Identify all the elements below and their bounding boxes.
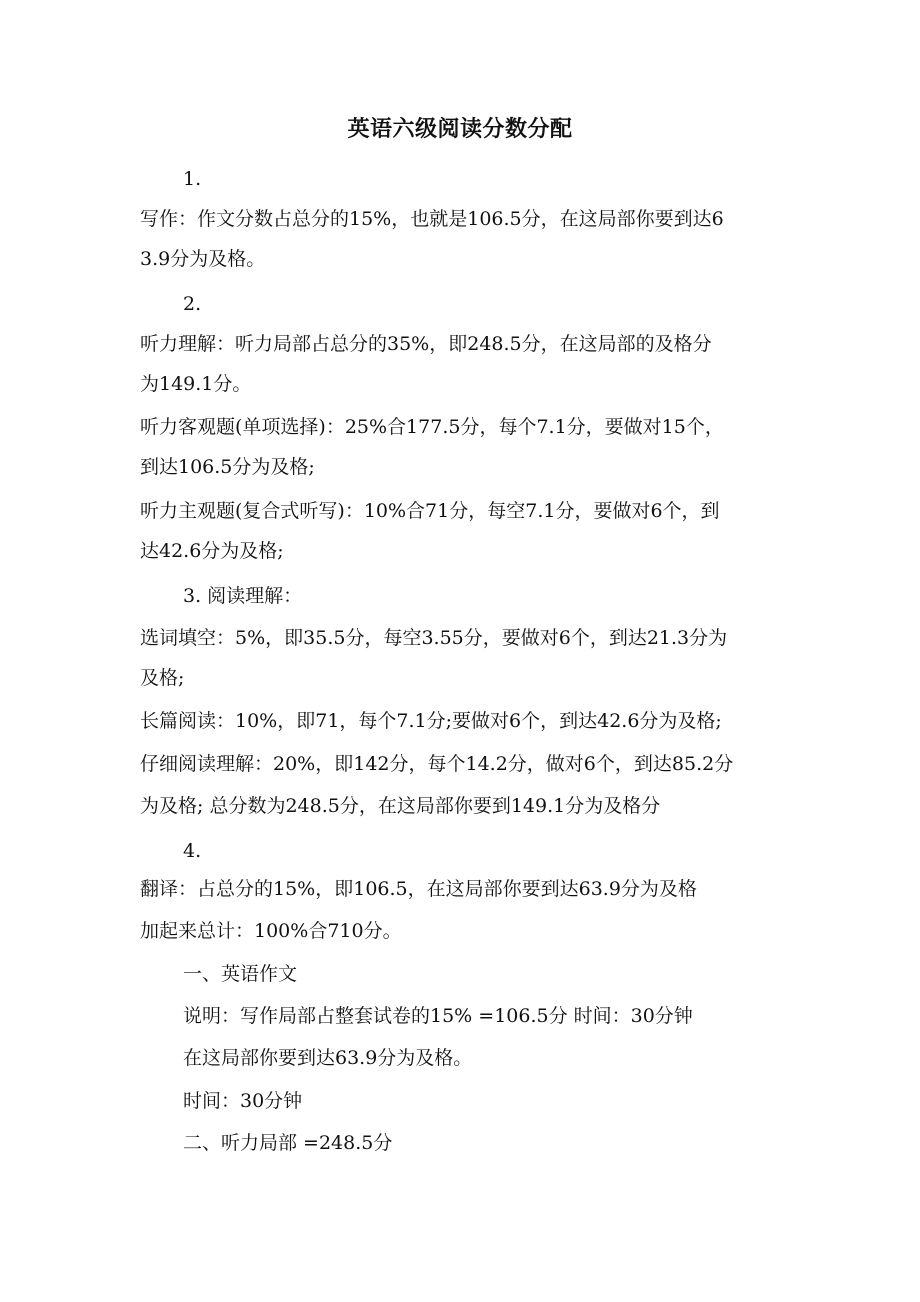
subsection-heading: 二、听力局部 =248.5分 — [183, 1132, 393, 1154]
document-title: 英语六级阅读分数分配 — [347, 116, 573, 142]
section-number-2: 2. — [183, 293, 202, 315]
section-heading-3: 3. 阅读理解： — [183, 585, 303, 607]
section-number-1: 1. — [183, 168, 202, 190]
subsection-heading: 一、英语作文 — [183, 963, 298, 985]
paragraph-line: 达42.6分为及格; — [140, 540, 284, 562]
paragraph-line: 听力主观题(复合式听写)：10%合71分，每空7.1分，要做对6个，到 — [140, 500, 720, 522]
paragraph-line: 为149.1分。 — [140, 373, 252, 395]
paragraph-line: 翻译：占总分的15%，即106.5，在这局部你要到达63.9分为及格 — [140, 878, 697, 900]
paragraph-line: 听力理解：听力局部占总分的35%，即248.5分，在这局部的及格分 — [140, 333, 712, 355]
section-number-4: 4. — [183, 840, 202, 862]
paragraph-line: 时间：30分钟 — [183, 1090, 303, 1112]
paragraph-line: 为及格; 总分数为248.5分，在这局部你要到149.1分为及格分 — [140, 795, 661, 817]
paragraph-line: 长篇阅读：10%，即71，每个7.1分;要做对6个，到达42.6分为及格; — [140, 710, 722, 732]
paragraph-line: 写作：作文分数占总分的15%，也就是106.5分，在这局部你要到达6 — [140, 208, 724, 230]
paragraph-line: 在这局部你要到达63.9分为及格。 — [183, 1047, 473, 1069]
paragraph-line: 到达106.5分为及格; — [140, 456, 315, 478]
paragraph-line: 3.9分为及格。 — [140, 248, 266, 270]
paragraph-line: 仔细阅读理解：20%，即142分，每个14.2分，做对6个，到达85.2分 — [140, 753, 734, 775]
paragraph-line: 说明：写作局部占整套试卷的15% =106.5分 时间：30分钟 — [183, 1005, 693, 1027]
paragraph-line: 加起来总计：100%合710分。 — [140, 920, 402, 942]
paragraph-line: 听力客观题(单项选择)：25%合177.5分，每个7.1分，要做对15个， — [140, 416, 724, 438]
paragraph-line: 及格; — [140, 667, 185, 689]
paragraph-line: 选词填空：5%，即35.5分，每空3.55分，要做对6个，到达21.3分为 — [140, 627, 728, 649]
